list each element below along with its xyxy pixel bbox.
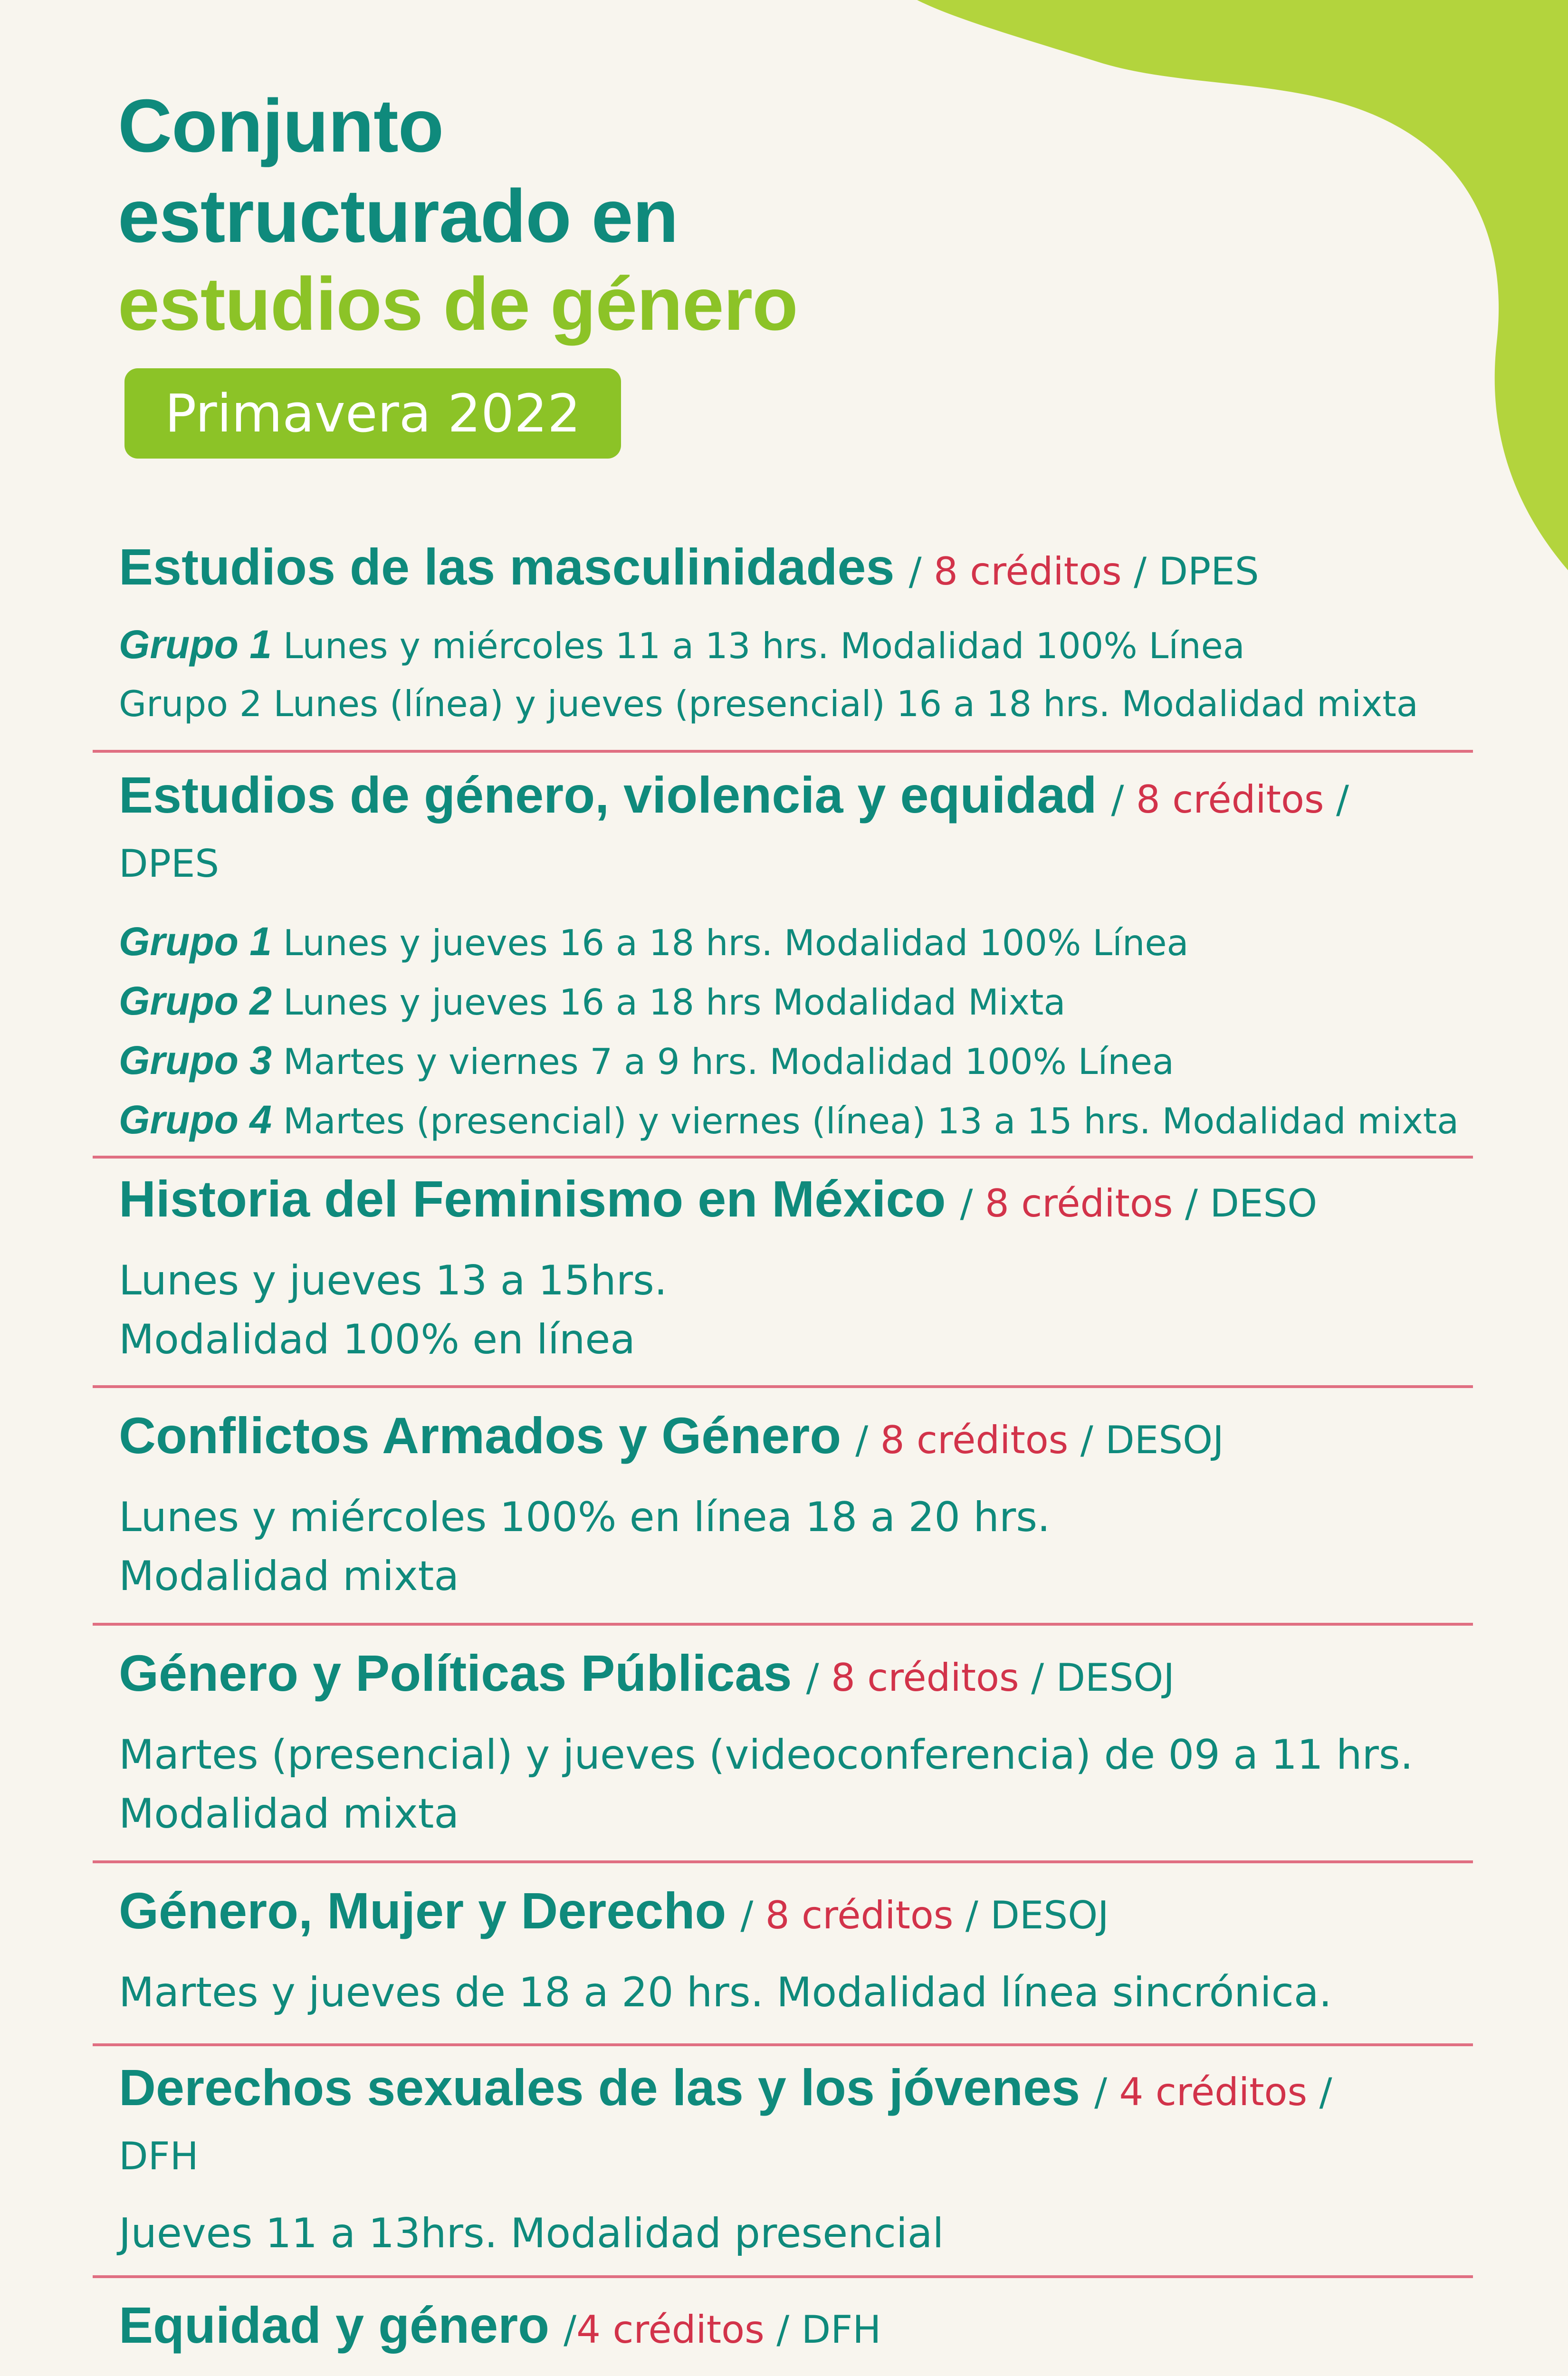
course-title: Historia del Feminismo en México — [119, 1170, 946, 1227]
schedule-row: Grupo 3 Martes y viernes 7 a 9 hrs. Modalidad 100% Línea — [119, 1038, 1174, 1083]
schedule-row: Grupo 2 Lunes (línea) y jueves (presencial) 16 a 18 hrs. Modalidad mixta — [119, 683, 1418, 725]
section-divider — [93, 1385, 1473, 1388]
schedule-row: Lunes y jueves 13 a 15hrs. — [119, 1257, 668, 1304]
schedule-row: Modalidad mixta — [119, 1552, 459, 1600]
course-department: DESOJ — [990, 1893, 1109, 1937]
section-divider — [93, 2043, 1473, 2046]
course-credits: 8 créditos — [765, 1893, 954, 1937]
section-divider — [93, 2275, 1473, 2278]
course-title: Género y Políticas Públicas — [119, 1644, 792, 1702]
section-divider — [93, 1156, 1473, 1159]
course-item — [119, 537, 1463, 733]
course-title-line: Equidad y género /4 créditos / DFH — [119, 2296, 881, 2354]
course-department: DESOJ — [1056, 1656, 1175, 1700]
course-title-line: Género, Mujer y Derecho / 8 créditos / DESOJ — [119, 1882, 1109, 1939]
course-title-line: Historia del Feminismo en México / 8 créditos / DESO — [119, 1170, 1318, 1227]
course-item — [119, 1406, 1463, 1606]
course-title-line: Estudios de las masculinidades / 8 créditos / DPES — [119, 538, 1259, 595]
schedule-row: Modalidad mixta — [119, 1790, 459, 1838]
course-title-line: Derechos sexuales de las y los jóvenes / 4 créditos / DFH — [119, 2059, 1332, 2178]
course-item — [119, 1881, 1463, 2022]
schedule-row: Grupo 1 Lunes y jueves 16 a 18 hrs. Modalidad 100% Línea — [119, 919, 1189, 964]
course-item — [119, 1169, 1463, 1369]
course-title-line: Género y Políticas Públicas / 8 créditos / DESOJ — [119, 1644, 1175, 1702]
schedule-row: Modalidad 100% en línea — [119, 1316, 635, 1363]
course-department: DPES — [1158, 549, 1259, 594]
course-credits: 8 créditos — [880, 1418, 1069, 1462]
schedule-row: Jueves 11 a 13hrs. Modalidad presencial — [119, 2210, 944, 2257]
course-title: Estudios de las masculinidades — [119, 538, 895, 595]
top-right-green-blob — [917, 0, 1568, 570]
title-line-2: estructurado en — [118, 174, 679, 258]
schedule-row: Martes (presencial) y jueves (videoconferencia) de 09 a 11 hrs. — [119, 1731, 1414, 1779]
course-department: DPES — [119, 842, 220, 886]
course-department: DESOJ — [1105, 1418, 1224, 1462]
schedule-row: Lunes y miércoles 100% en línea 18 a 20 hrs. — [119, 1494, 1051, 1541]
course-credits: 8 créditos — [831, 1656, 1019, 1700]
course-department: DESO — [1210, 1181, 1318, 1226]
season-badge: Primavera 2022 — [124, 368, 621, 459]
course-credits: 4 créditos — [1119, 2070, 1308, 2114]
title-line-1: Conjunto — [118, 84, 444, 168]
course-credits: 8 créditos — [1136, 777, 1324, 822]
course-item — [119, 2295, 1463, 2376]
course-item — [119, 1643, 1463, 1843]
section-divider — [93, 1860, 1473, 1863]
course-title: Derechos sexuales de las y los jóvenes — [119, 2059, 1080, 2116]
course-credits: 8 créditos — [933, 549, 1122, 594]
schedule-row: Martes y jueves de 18 a 20 hrs. Modalidad línea sincrónica. — [119, 1969, 1332, 2016]
section-divider — [93, 750, 1473, 753]
course-title: Estudios de género, violencia y equidad — [119, 766, 1097, 824]
course-title-line: Conflictos Armados y Género / 8 créditos / DESOJ — [119, 1407, 1224, 1464]
schedule-row: Grupo 2 Lunes y jueves 16 a 18 hrs Modalidad Mixta — [119, 978, 1066, 1023]
course-title: Equidad y género — [119, 2296, 550, 2354]
section-divider — [93, 1623, 1473, 1626]
course-department: DFH — [119, 2134, 199, 2178]
course-credits: 8 créditos — [985, 1181, 1173, 1226]
course-title: Conflictos Armados y Género — [119, 1407, 841, 1464]
course-title: Género, Mujer y Derecho — [119, 1882, 727, 1939]
course-title-line: Estudios de género, violencia y equidad / 8 créditos / DPES — [119, 766, 1349, 886]
schedule-row: Grupo 1 Lunes y miércoles 11 a 13 hrs. Modalidad 100% Línea — [119, 622, 1245, 667]
course-item — [119, 765, 1463, 1150]
course-item — [119, 2058, 1463, 2263]
schedule-row: Grupo 4 Martes (presencial) y viernes (línea) 13 a 15 hrs. Modalidad mixta — [119, 1097, 1459, 1142]
title-line-3: estudios de género — [118, 262, 798, 346]
course-credits: 4 créditos — [576, 2308, 765, 2352]
course-department: DFH — [801, 2308, 881, 2352]
